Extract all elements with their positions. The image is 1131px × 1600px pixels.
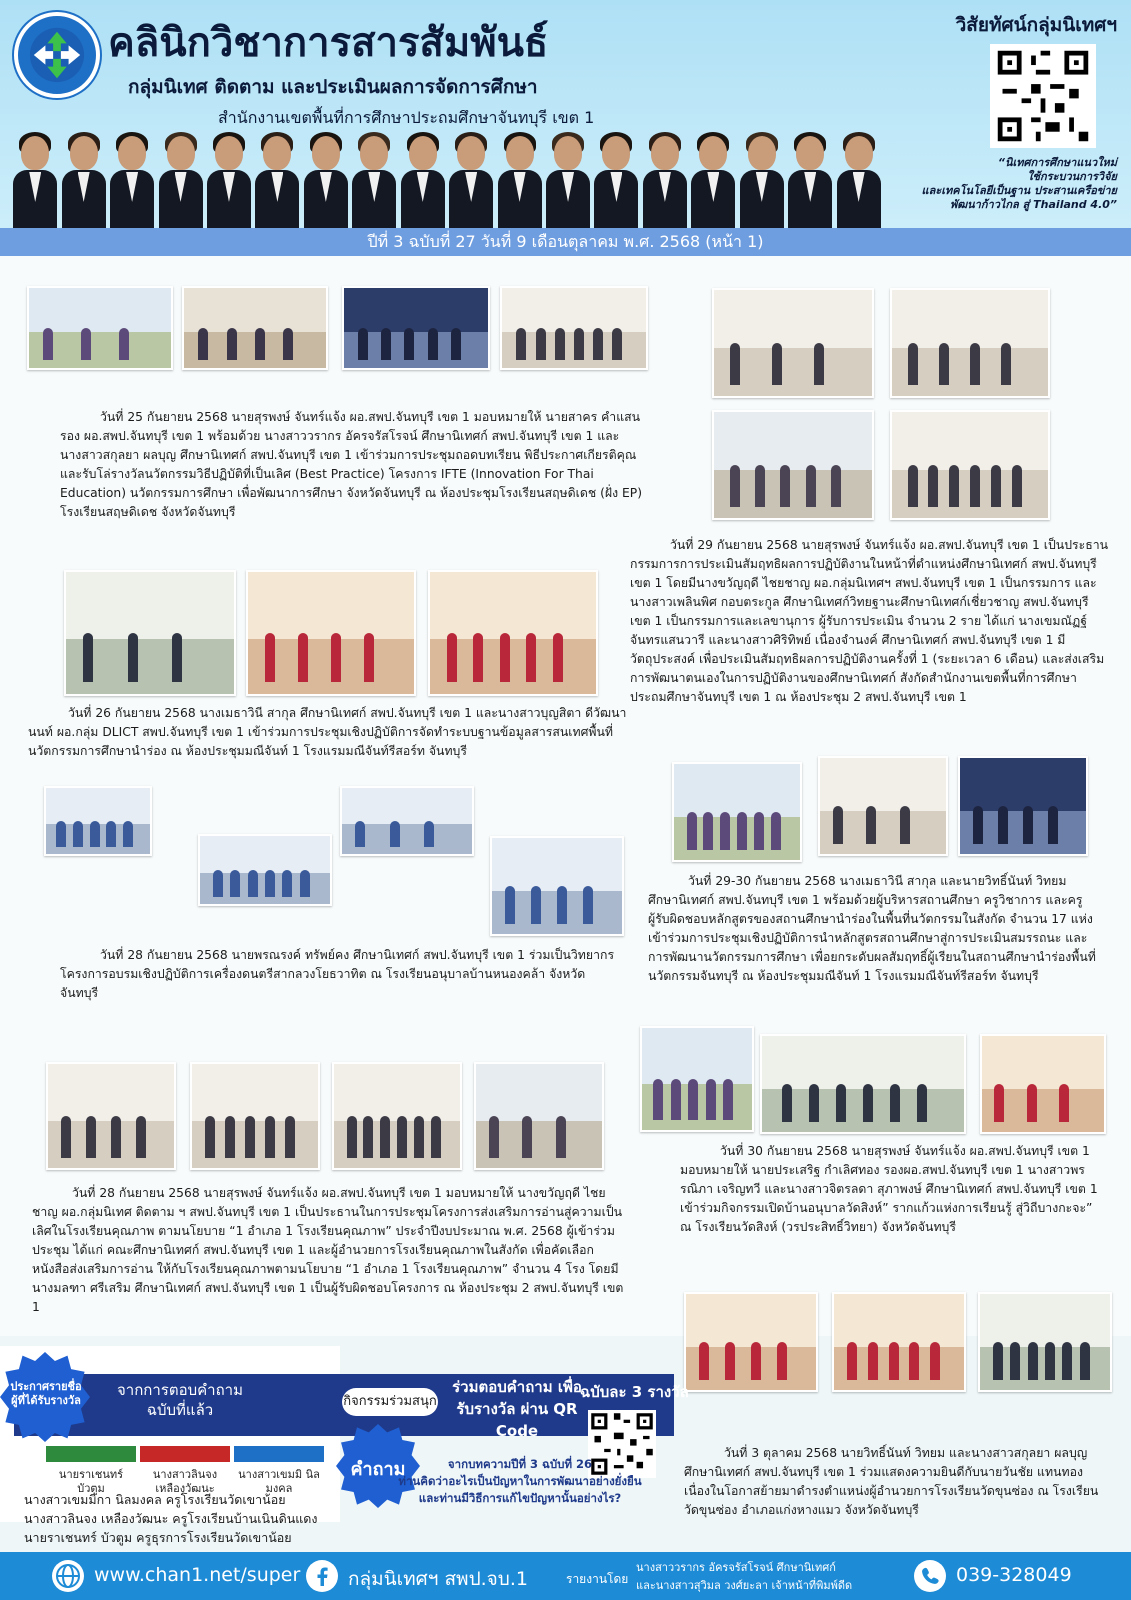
- organization-logo: [14, 12, 100, 98]
- reporter-line: และนางสาวสุวิมล วงศ์ยะลา เจ้าหน้าที่พิมพ์ดีด: [636, 1579, 853, 1592]
- news-photo: [712, 410, 874, 520]
- staff-member-figure: [303, 132, 349, 232]
- phone-number[interactable]: 039-328049: [956, 1564, 1072, 1586]
- question-label: คำถาม: [350, 1459, 406, 1480]
- news-photo: [832, 1292, 966, 1392]
- news-photo: [64, 570, 236, 696]
- news-photo: [44, 786, 152, 856]
- news-text-1: วันที่ 25 กันยายน 2568 นายสุรพงษ์ จันทร์แจ้ง ผอ.สพป.จันทบุรี เขต 1 มอบหมายให้ นายสาคร คำแสน รอง ผอ.สพป.จันทบุรี เขต 1 พร้อมด้วย นางสาววรากร อัครจรัสโรจน์ ศึกษานิเทศก์ สพป.จันทบุรี เขต 1 และนางสาวสกุลยา ผลบุญ ศึกษานิเทศก์ สพป.จันทบุรี เขต 1 เข้าร่วมการประชุมถอดบทเรียน พิธีประกาศเกียรติคุณ และรับโล่รางวัลนวัตกรรมวิธีปฏิบัติที่เป็นเลิศ (Best Practice) โครงการ IFTE (Innovation For Thai Education) นวัตกรรมการศึกษา เพื่อพัฒนาการศึกษา จังหวัดจันทบุรี ณ ห้องประชุมโรงเรียนสฤษดิเดช (ฝั่ง EP) โรงเรียนสฤษดิเดช จังหวัดจันทบุรี: [60, 410, 642, 519]
- staff-member-figure: [690, 132, 736, 232]
- vision-title: วิสัยทัศน์กลุ่มนิเทศฯ: [955, 14, 1117, 36]
- winner-list: นางสาวเขมมิกา นิลมงคล ครูโรงเรียนวัดเขาน้อย นางสาวลินจง เหลืองวัฒนะ ครูโรงเรียนบ้านเนินดินแดง นายราเชนทร์ บัวตูม ครูธุรการโรงเรียนวัดเขาน้อย: [24, 1492, 318, 1545]
- news-photo: [198, 834, 332, 906]
- news-text-6: วันที่ 30 กันยายน 2568 นายสุรพงษ์ จันทร์แจ้ง ผอ.สพป.จันทบุรี เขต 1 มอบหมายให้ นายประเสริฐ กำเลิศทอง รองผอ.สพป.จันทบุรี เขต 1 นางสาวพรรณิภา เจริญทวี และนางสาวจิตรลดา สุภาพงษ์ ศึกษานิเทศก์ สพป.จันทบุรี เขต 1 เข้าร่วมกิจกรรมเปิดบ้านอนุบาลวัดสิงห์” รากแก้วแห่งการเรียนรู้ สู่วิถีบางกะจะ” ณ โรงเรียนวัดสิงห์ (วรประสิทธิ์วิทยา) จังหวัดจันทบุรี: [680, 1144, 1098, 1234]
- news-photo: [474, 1062, 604, 1170]
- news-photo: [672, 762, 802, 862]
- phone-icon: [914, 1560, 946, 1592]
- activity-pill: กิจกรรมร่วมสนุก: [342, 1388, 438, 1416]
- news-photo: [246, 570, 416, 696]
- from-answer-title: จากการตอบคำถาม ฉบับที่แล้ว: [117, 1381, 243, 1419]
- staff-member-figure: [787, 132, 833, 232]
- vision-qr-code[interactable]: [990, 44, 1096, 148]
- reporter-line: นางสาววรากร อัครจรัสโรจน์ ศึกษานิเทศก์: [636, 1561, 836, 1574]
- news-photo: [978, 1292, 1112, 1392]
- news-photo: [684, 1292, 818, 1392]
- winners-badge-text: ประกาศรายชื่อผู้ที่ได้รับรางวัล: [10, 1380, 82, 1407]
- news-text-3: วันที่ 26 กันยายน 2568 นางเมธาวินี สากุล ศึกษานิเทศก์ สพป.จันทบุรี เขต 1 และนางสาวบุญสิตา ดีวัฒนานนท์ ผอ.กลุ่ม DLICT สพป.จันทบุรี เขต 1 เข้าร่วมการประชุมเชิงปฏิบัติการจัดทำระบบฐานข้อมูลสารสนเทศพื้นที่นวัตกรรมการศึกษานำร่อง ณ ห้องประชุมมณีจันท์ 1 โรงแรมมณีจันท์รีสอร์ท จันทบุรี: [28, 706, 627, 758]
- news-photo: [980, 1034, 1106, 1134]
- news-photo: [500, 286, 648, 370]
- winner-card: นางสาวเขมมิ นิลมงคล: [234, 1446, 324, 1502]
- news-photo: [712, 288, 874, 398]
- news-photo: [958, 756, 1088, 856]
- staff-member-figure: [448, 132, 494, 232]
- staff-member-figure: [254, 132, 300, 232]
- winner-card: นายราเชนทร์ บัวตูม: [46, 1446, 136, 1502]
- news-content: [0, 256, 1131, 1336]
- staff-member-figure: [739, 132, 785, 232]
- news-photo: [760, 1034, 966, 1134]
- staff-member-figure: [351, 132, 397, 232]
- prize-label: ฉบับละ 3 รางวัล: [580, 1383, 689, 1401]
- newsletter-title: คลินิกวิชาการสารสัมพันธ์: [108, 20, 549, 66]
- staff-member-figure: [12, 132, 58, 232]
- newsletter-subtitle: กลุ่มนิเทศ ติดตาม และประเมินผลการจัดการศึกษา: [128, 76, 538, 98]
- website-link[interactable]: www.chan1.net/super: [94, 1564, 301, 1586]
- staff-member-figure: [109, 132, 155, 232]
- staff-member-figure: [642, 132, 688, 232]
- staff-member-figure: [545, 132, 591, 232]
- facebook-icon: [306, 1560, 338, 1592]
- quiz-section: [0, 1346, 689, 1545]
- staff-member-figure: [157, 132, 203, 232]
- join-quiz-title: ร่วมตอบคำถาม เพื่อรับรางวัล ผ่าน QR Code: [452, 1378, 582, 1440]
- news-photo: [190, 1062, 320, 1170]
- news-photo: [490, 836, 624, 936]
- staff-member-figure: [400, 132, 446, 232]
- news-photo: [342, 286, 490, 370]
- news-text-8: วันที่ 3 ตุลาคม 2568 นายวิทธิ์นันท์ วิทยม และนางสาวสกุลยา ผลบุญ ศึกษานิเทศก์ สพป.จันทบุรี เขต 1 ร่วมแสดงความยินดีกับนายวันชัย แทนทอง เนื่องในโอกาสย้ายมาดำรงตำแหน่งผู้อำนวยการโรงเรียนวัดขุนซ่อง ณ โรงเรียนวัดขุนซ่อง อำเภอแก่งหางแมว จังหวัดจันทบุรี: [684, 1446, 1099, 1517]
- news-photo: [340, 786, 474, 856]
- news-text-5: วันที่ 28 กันยายน 2568 นายพรณรงค์ ทรัพย์คง ศึกษานิเทศก์ สพป.จันทบุรี เขต 1 ร่วมเป็นวิทยากร โครงการอบรมเชิงปฏิบัติการเครื่องดนตรีสากลวงโยธวาทิต ณ โรงเรียนอนุบาลบ้านหนองคล้า จังหวัดจันทบุรี: [60, 948, 615, 1000]
- news-text-7: วันที่ 28 กันยายน 2568 นายสุรพงษ์ จันทร์แจ้ง ผอ.สพป.จันทบุรี เขต 1 มอบหมายให้ นางขวัญฤดี ไชยชาญ ผอ.กลุ่มนิเทศ ติดตาม ฯ สพป.จันทบุรี เขต 1 เป็นประธานในการประชุมโครงการส่งเสริมการอ่านสู่ความเป็นเลิศในโรงเรียนคุณภาพ ตามนโยบาย “1 อำเภอ 1 โรงเรียนคุณภาพ” ประจำปีงบประมาณ พ.ศ. 2568 ผู้เข้าร่วมประชุม ได้แก่ คณะศึกษานิเทศก์ สพป.จันทบุรี เขต 1 และผู้อำนวยการโรงเรียนคุณภาพในสังกัด เพื่อคัดเลือกหนังสือส่งเสริมการอ่าน ให้กับโรงเรียนคุณภาพตามนโยบาย “1 อำเภอ 1 โรงเรียนคุณภาพ” จำนวน 4 โรง โดยมีนางมลฑา ศรีเสริม ศึกษานิเทศก์ สพป.จันทบุรี เขต 1 เป็นผู้รับผิดชอบโครงการ ณ ห้องประชุม 2 สพป.จันทบุรี เขต 1: [32, 1186, 624, 1314]
- staff-member-figure: [835, 132, 881, 232]
- staff-member-figure: [206, 132, 252, 232]
- facebook-link[interactable]: กลุ่มนิเทศฯ สพป.จบ.1: [348, 1568, 528, 1590]
- winner-card: นางสาวลินจง เหลืองวัฒนะ: [140, 1446, 230, 1502]
- news-photo: [46, 1062, 176, 1170]
- header: [0, 0, 1131, 232]
- question-text: จากบทความปีที่ 3 ฉบับที่ 26 ท่านคิดว่าอะไรเป็นปัญหาในการพัฒนาอย่างยั่งยืน และท่านมีวิธีการแก้ไขปัญหานั้นอย่างไร?: [398, 1457, 642, 1505]
- office-name: สำนักงานเขตพื้นที่การศึกษาประถมศึกษาจันทบุรี เขต 1: [218, 108, 595, 127]
- news-photo: [890, 410, 1050, 520]
- staff-group-photo: [12, 128, 882, 232]
- staff-member-figure: [593, 132, 639, 232]
- issue-info-bar: ปีที่ 3 ฉบับที่ 27 วันที่ 9 เดือนตุลาคม พ.ศ. 2568 (หน้า 1): [0, 228, 1131, 256]
- news-photo: [182, 286, 328, 370]
- staff-member-figure: [496, 132, 542, 232]
- news-photo: [428, 570, 598, 696]
- vision-motto: “นิเทศการศึกษาแนวใหม่ ใช้กระบวนการวิจัย และเทคโนโลยีเป็นฐาน ประสานเครือข่าย พัฒนาก้าวไกล สู่ Thailand 4.0”: [921, 156, 1117, 211]
- news-text-2: วันที่ 29 กันยายน 2568 นายสุรพงษ์ จันทร์แจ้ง ผอ.สพป.จันทบุรี เขต 1 เป็นประธานกรรมการการประเมินสัมฤทธิผลการปฏิบัติงานในหน้าที่ตำแหน่งศึกษานิเทศก์ สพป.จันทบุรี เขต 1 โดยมีนางขวัญฤดี ไชยชาญ ผอ.กลุ่มนิเทศฯ สพป.จันทบุรี เขต 1 เป็นกรรมการ และนางสาวเพลินพิศ กอบตระกูล ศึกษานิเทศก์วิทยฐานะศึกษานิเทศก์เชี่ยวชาญ สพป.จันทบุรี เขต 1 เป็นกรรมการและเลขานุการ ผู้รับการประเมิน จำนวน 2 ราย ได้แก่ นางเขมณัฏฐ์ จันทรแสนวารี และนางสาวศิริทิพย์ เนื่องจำนงค์ ศึกษานิเทศก์ สพป.จันทบุรี เขต 1 มีวัตถุประสงค์ เพื่อประเมินสัมฤทธิผลการปฏิบัติงานครั้งที่ 1 (ระยะเวลา 6 เดือน) และส่งเสริมการพัฒนาตนเองในการปฏิบัติงานของศึกษานิเทศก์ สังกัดสำนักงานเขตพื้นที่การศึกษาประถมศึกษาจันทบุรี เขต 1 ณ ห้องประชุม 2 สพป.จันทบุรี เขต 1: [630, 538, 1109, 704]
- news-photo: [27, 286, 173, 370]
- news-photo: [818, 756, 948, 856]
- reporter-label: รายงานโดย: [566, 1572, 629, 1586]
- news-text-4: วันที่ 29-30 กันยายน 2568 นางเมธาวินี สากุล และนายวิทธิ์นันท์ วิทยม ศึกษานิเทศก์ สพป.จันทบุรี เขต 1 พร้อมด้วยผู้บริหารสถานศึกษา ครูวิชาการ และครูผู้รับผิดชอบหลักสูตรของสถานศึกษานำร่องในพื้นที่นวัตกรรมในสังกัด จำนวน 17 แห่ง เข้าร่วมการประชุมเชิงปฏิบัติการนำหลักสูตรสถานศึกษาสู่การประเมินสมรรถนะ และการพัฒนานวัตกรรมการศึกษา เพื่อยกระดับผลสัมฤทธิ์ผู้เรียนในสถานศึกษานำร่องพื้นที่นวัตกรรมจันทบุรี ณ ห้องประชุมมณีจันท์ 1 โรงแรมมณีจันท์รีสอร์ท จันทบุรี: [648, 874, 1096, 983]
- footer: [0, 1552, 1131, 1600]
- staff-member-figure: [60, 132, 106, 232]
- news-photo: [640, 1026, 754, 1132]
- news-photo: [332, 1062, 462, 1170]
- globe-icon: [52, 1560, 84, 1592]
- arrows-logo-icon: [28, 26, 86, 84]
- news-photo: [890, 288, 1050, 398]
